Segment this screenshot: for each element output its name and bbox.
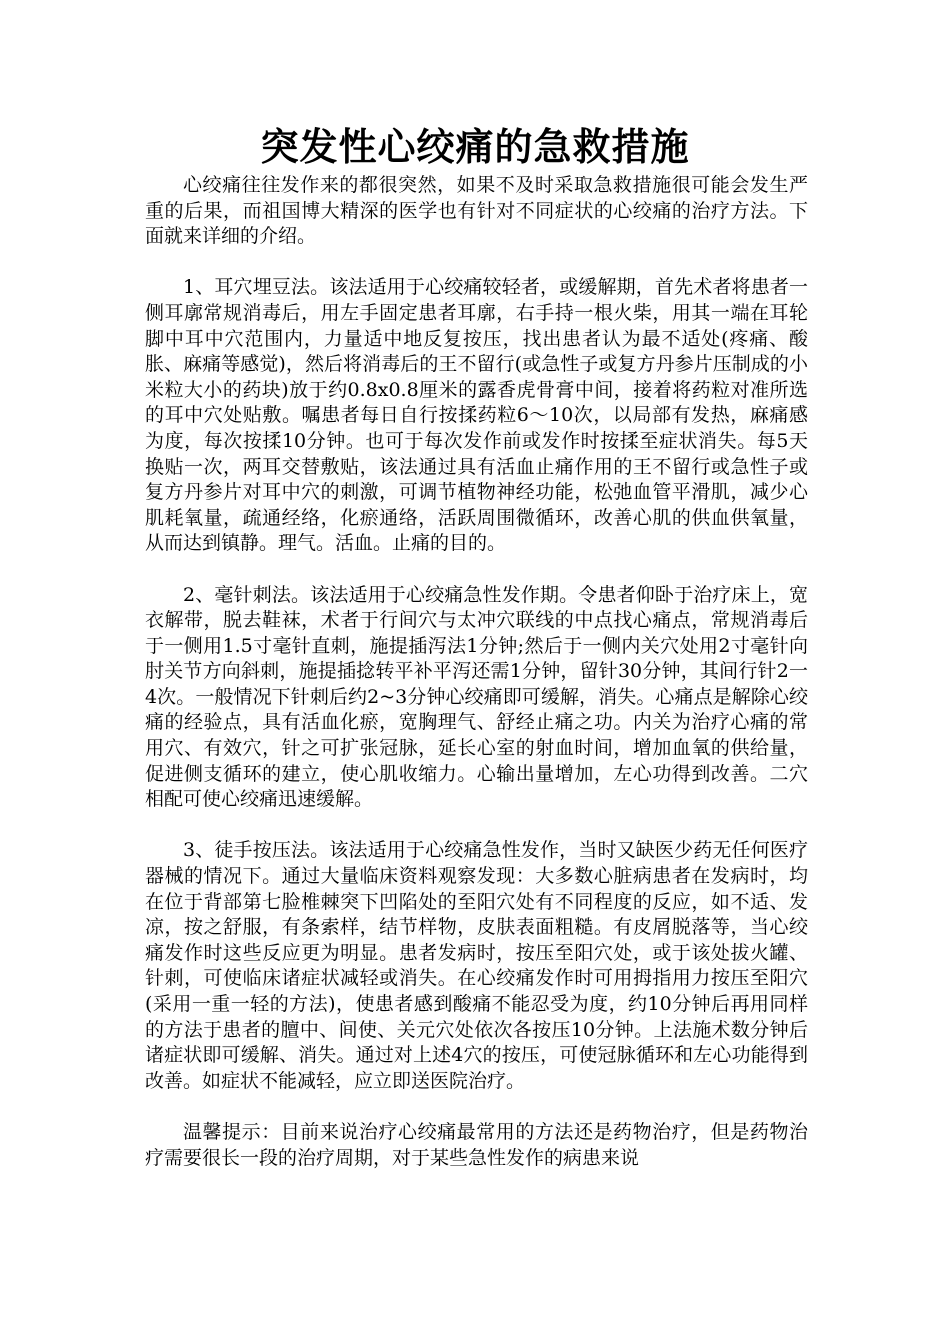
document-body: [145, 173, 808, 1197]
paragraph-tip: 温馨提示：目前来说治疗心绞痛最常用的方法还是药物治疗，但是药物治疗需要很长一段的治疗周期，对于某些急性发作的病患来说: [145, 1120, 808, 1169]
paragraph-needle-method: 2、毫针刺法。该法适用于心绞痛急性发作期。令患者仰卧于治疗床上，宽衣解带，脱去鞋袜，术者于行间穴与太冲穴联线的中点找心痛点，常规消毒后于一侧用1.5寸毫针直刺，施提插泻法1分钟;然后于一侧内关穴处用2寸毫针向肘关节方向斜刺，施提插捻转平补平泻还需1分钟，留针30分钟，其间行针2一4次。一般情况下针刺后约2~3分钟心绞痛即可缓解，消失。心痛点是解除心绞痛的经验点，具有活血化瘀，宽胸理气、舒经止痛之功。内关为治疗心痛的常用穴、有效穴，针之可扩张冠脉，延长心室的射血时间，增加血氧的供给量，促进侧支循环的建立，使心肌收缩力。心输出量增加，左心功得到改善。二穴相配可使心绞痛迅速缓解。: [145, 583, 808, 811]
document-title: 突发性心绞痛的急救措施: [260, 125, 690, 169]
paragraph-ear-acupoint-method: 1、耳穴埋豆法。该法适用于心绞痛较轻者，或缓解期，首先术者将患者一侧耳廓常规消毒后，用左手固定患者耳廓，右手持一根火柴，用其一端在耳轮脚中耳中穴范围内，力量适中地反复按压，找出患者认为最不适处(疼痛、酸胀、麻痛等感觉)，然后将消毒后的王不留行(或急性子或复方丹参片压制成的小米粒大小的药块)放于约0.8x0.8厘米的露香虎骨膏中间，接着将药粒对准所选的耳中穴处贴敷。嘱患者每日自行按揉药粒6～10次，以局部有发热，麻痛感为度，每次按揉10分钟。也可于每次发作前或发作时按揉至症状消失。每5天换贴一次，两耳交替敷贴，该法通过具有活血止痛作用的王不留行或急性子或复方丹参片对耳中穴的刺激，可调节植物神经功能，松弛血管平滑肌，减少心肌耗氧量，疏通经络，化瘀通络，活跃周围微循环，改善心肌的供血供氧量，从而达到镇静。理气。活血。止痛的目的。: [145, 276, 808, 555]
paragraph-press-method: 3、徒手按压法。该法适用于心绞痛急性发作，当时又缺医少药无任何医疗器械的情况下。通过大量临床资料观察发现：大多数心脏病患者在发病时，均在位于背部第七脸椎棘突下凹陷处的至阳穴处有不同程度的反应，如不适、发凉，按之舒服，有条索样，结节样物，皮肤表面粗糙。有皮屑脱落等，当心绞痛发作时这些反应更为明显。患者发病时，按压至阳穴处，或于该处拔火罐、针刺，可使临床诸症状减轻或消失。在心绞痛发作时可用拇指用力按压至阳穴(采用一重一轻的方法)，使患者感到酸痛不能忍受为度，约10分钟后再用同样的方法于患者的膻中、间使、关元穴处依次各按压10分钟。上法施术数分钟后诸症状即可缓解、消失。通过对上述4穴的按压，可使冠脉循环和左心功能得到改善。如症状不能减轻，应立即送医院治疗。: [145, 839, 808, 1092]
paragraph-intro: 心绞痛往往发作来的都很突然，如果不及时采取急救措施很可能会发生严重的后果，而祖国博大精深的医学也有针对不同症状的心绞痛的治疗方法。下面就来详细的介绍。: [145, 174, 808, 248]
